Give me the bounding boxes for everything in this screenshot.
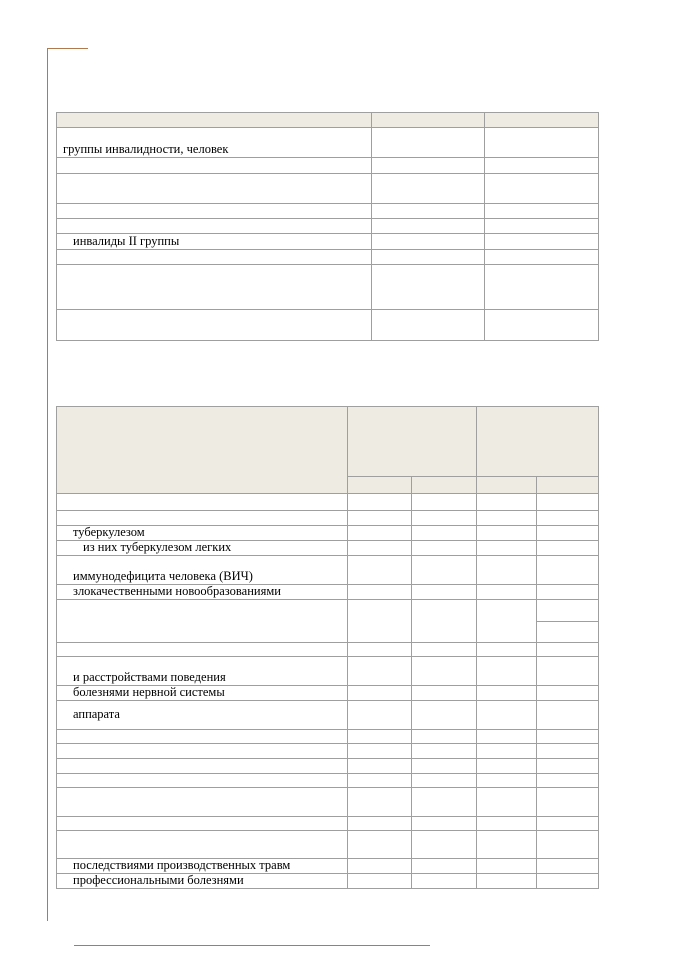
- value-cell: [485, 158, 599, 174]
- row-label: [57, 744, 348, 759]
- row-label: [57, 817, 348, 831]
- value-cell: [412, 556, 477, 585]
- value-cell: [537, 788, 599, 817]
- value-cell: [348, 556, 412, 585]
- value-cell: [485, 310, 599, 341]
- value-cell: [348, 526, 412, 541]
- value-cell: [348, 744, 412, 759]
- row-label: инвалиды II группы: [57, 234, 372, 250]
- row-label: [57, 250, 372, 265]
- value-cell: [372, 204, 485, 219]
- table-row: [57, 526, 599, 541]
- value-cell: [412, 759, 477, 774]
- value-cell: [477, 643, 537, 657]
- value-cell: [477, 817, 537, 831]
- value-cell: [485, 219, 599, 234]
- value-cell: [348, 585, 412, 600]
- value-cell: [412, 817, 477, 831]
- value-cell: [537, 730, 599, 744]
- footer-line: [74, 945, 430, 946]
- value-cell: [485, 204, 599, 219]
- value-cell: [348, 643, 412, 657]
- header-cell: [348, 477, 412, 494]
- value-cell: [412, 585, 477, 600]
- row-label: последствиями производственных травм: [57, 859, 348, 874]
- row-label: [57, 730, 348, 744]
- disability-causes-table: [56, 406, 599, 889]
- value-cell: [372, 234, 485, 250]
- table-row: [57, 250, 599, 265]
- value-cell: [348, 511, 412, 526]
- value-cell: [477, 859, 537, 874]
- value-cell: [537, 600, 599, 643]
- header-cell: [348, 407, 477, 477]
- value-cell: [537, 686, 599, 701]
- table-row: [57, 701, 599, 730]
- row-label: аппарата: [57, 701, 348, 730]
- value-cell: [537, 831, 599, 859]
- value-cell: [537, 494, 599, 511]
- value-cell: [412, 686, 477, 701]
- row-label: [57, 204, 372, 219]
- value-cell: [412, 657, 477, 686]
- row-label: и расстройствами поведения: [57, 657, 348, 686]
- value-cell: [412, 701, 477, 730]
- value-cell: [537, 701, 599, 730]
- table-row: [57, 494, 599, 511]
- row-label: [57, 219, 372, 234]
- value-cell: [537, 556, 599, 585]
- value-cell: [412, 541, 477, 556]
- table-row: [57, 310, 599, 341]
- value-cell: [372, 310, 485, 341]
- table-header-row: [57, 113, 599, 128]
- row-label: [57, 759, 348, 774]
- table-row: [57, 174, 599, 204]
- table-row: [57, 686, 599, 701]
- table-row: [57, 759, 599, 774]
- value-cell: [477, 744, 537, 759]
- row-label: группы инвалидности, человек: [57, 128, 372, 158]
- value-cell: [537, 759, 599, 774]
- row-label: из них туберкулезом легких: [57, 541, 348, 556]
- value-cell: [477, 585, 537, 600]
- value-cell: [412, 511, 477, 526]
- header-cell: [412, 477, 477, 494]
- disability-groups-table: [56, 112, 599, 341]
- header-cell: [372, 113, 485, 128]
- value-cell: [348, 600, 412, 643]
- table-row: [57, 859, 599, 874]
- value-cell: [477, 600, 537, 643]
- row-label: профессиональными болезнями: [57, 874, 348, 889]
- value-cell: [477, 511, 537, 526]
- value-cell: [537, 657, 599, 686]
- table-row: [57, 643, 599, 657]
- row-label: [57, 310, 372, 341]
- value-cell: [412, 859, 477, 874]
- table-row: [57, 730, 599, 744]
- value-cell: [348, 657, 412, 686]
- value-cell: [537, 744, 599, 759]
- value-cell: [537, 643, 599, 657]
- row-label: [57, 831, 348, 859]
- table-row: [57, 600, 599, 643]
- value-cell: [537, 774, 599, 788]
- value-cell: [412, 788, 477, 817]
- value-cell: [537, 541, 599, 556]
- value-cell: [477, 686, 537, 701]
- value-cell: [477, 657, 537, 686]
- value-cell: [477, 494, 537, 511]
- value-cell: [348, 774, 412, 788]
- margin-line-vertical: [47, 48, 48, 921]
- value-cell: [537, 859, 599, 874]
- value-cell: [477, 759, 537, 774]
- table-row: [57, 788, 599, 817]
- value-cell: [372, 158, 485, 174]
- value-cell: [412, 494, 477, 511]
- row-label: [57, 494, 348, 511]
- row-label: иммунодефицита человека (ВИЧ): [57, 556, 348, 585]
- value-cell: [477, 874, 537, 889]
- value-cell: [412, 831, 477, 859]
- value-cell: [477, 701, 537, 730]
- table-row: [57, 204, 599, 219]
- row-label: [57, 265, 372, 310]
- value-cell: [485, 234, 599, 250]
- value-cell: [537, 585, 599, 600]
- value-cell: [412, 600, 477, 643]
- value-cell: [477, 788, 537, 817]
- table-row: [57, 511, 599, 526]
- value-cell: [372, 250, 485, 265]
- table-row: [57, 265, 599, 310]
- value-cell: [485, 265, 599, 310]
- value-cell: [348, 759, 412, 774]
- value-cell: [412, 744, 477, 759]
- value-cell: [537, 874, 599, 889]
- value-cell: [477, 541, 537, 556]
- value-cell: [372, 128, 485, 158]
- row-label: болезнями нервной системы: [57, 686, 348, 701]
- header-cell: [57, 113, 372, 128]
- value-cell: [372, 174, 485, 204]
- value-cell: [348, 541, 412, 556]
- value-cell: [477, 774, 537, 788]
- value-cell: [537, 511, 599, 526]
- header-cell: [537, 477, 599, 494]
- table-header-row: [57, 407, 599, 477]
- table-row: [57, 128, 599, 158]
- header-cell: [485, 113, 599, 128]
- table-row: [57, 556, 599, 585]
- header-cell: [477, 477, 537, 494]
- value-cell: [348, 788, 412, 817]
- value-cell: [348, 874, 412, 889]
- row-label: злокачественными новообразованиями: [57, 585, 348, 600]
- value-cell: [348, 494, 412, 511]
- value-cell: [477, 526, 537, 541]
- table-row: [57, 657, 599, 686]
- value-cell: [537, 817, 599, 831]
- table-row: [57, 831, 599, 859]
- table-row: [57, 774, 599, 788]
- row-label: [57, 600, 348, 643]
- row-label: туберкулезом: [57, 526, 348, 541]
- table-row: [57, 541, 599, 556]
- value-cell: [372, 219, 485, 234]
- value-cell: [348, 831, 412, 859]
- value-cell: [412, 774, 477, 788]
- value-cell: [477, 556, 537, 585]
- header-cell: [477, 407, 599, 477]
- value-cell: [348, 730, 412, 744]
- value-cell: [477, 730, 537, 744]
- value-cell: [348, 701, 412, 730]
- margin-line-horizontal: [47, 48, 88, 49]
- value-cell: [537, 526, 599, 541]
- row-label: [57, 511, 348, 526]
- value-cell: [372, 265, 485, 310]
- value-cell: [348, 859, 412, 874]
- table-row: [57, 817, 599, 831]
- value-cell: [412, 643, 477, 657]
- value-cell: [485, 250, 599, 265]
- value-cell: [348, 817, 412, 831]
- row-label: [57, 788, 348, 817]
- value-cell: [412, 730, 477, 744]
- value-cell: [485, 128, 599, 158]
- row-label: [57, 774, 348, 788]
- value-cell: [485, 174, 599, 204]
- header-cell: [57, 407, 348, 494]
- row-label: [57, 158, 372, 174]
- value-cell: [412, 874, 477, 889]
- value-cell: [477, 831, 537, 859]
- table-row: [57, 744, 599, 759]
- table-row: [57, 234, 599, 250]
- row-label: [57, 174, 372, 204]
- table-row: [57, 158, 599, 174]
- row-label: [57, 643, 348, 657]
- table-row: [57, 874, 599, 889]
- table-row: [57, 219, 599, 234]
- value-cell: [412, 526, 477, 541]
- table-row: [57, 585, 599, 600]
- value-cell: [348, 686, 412, 701]
